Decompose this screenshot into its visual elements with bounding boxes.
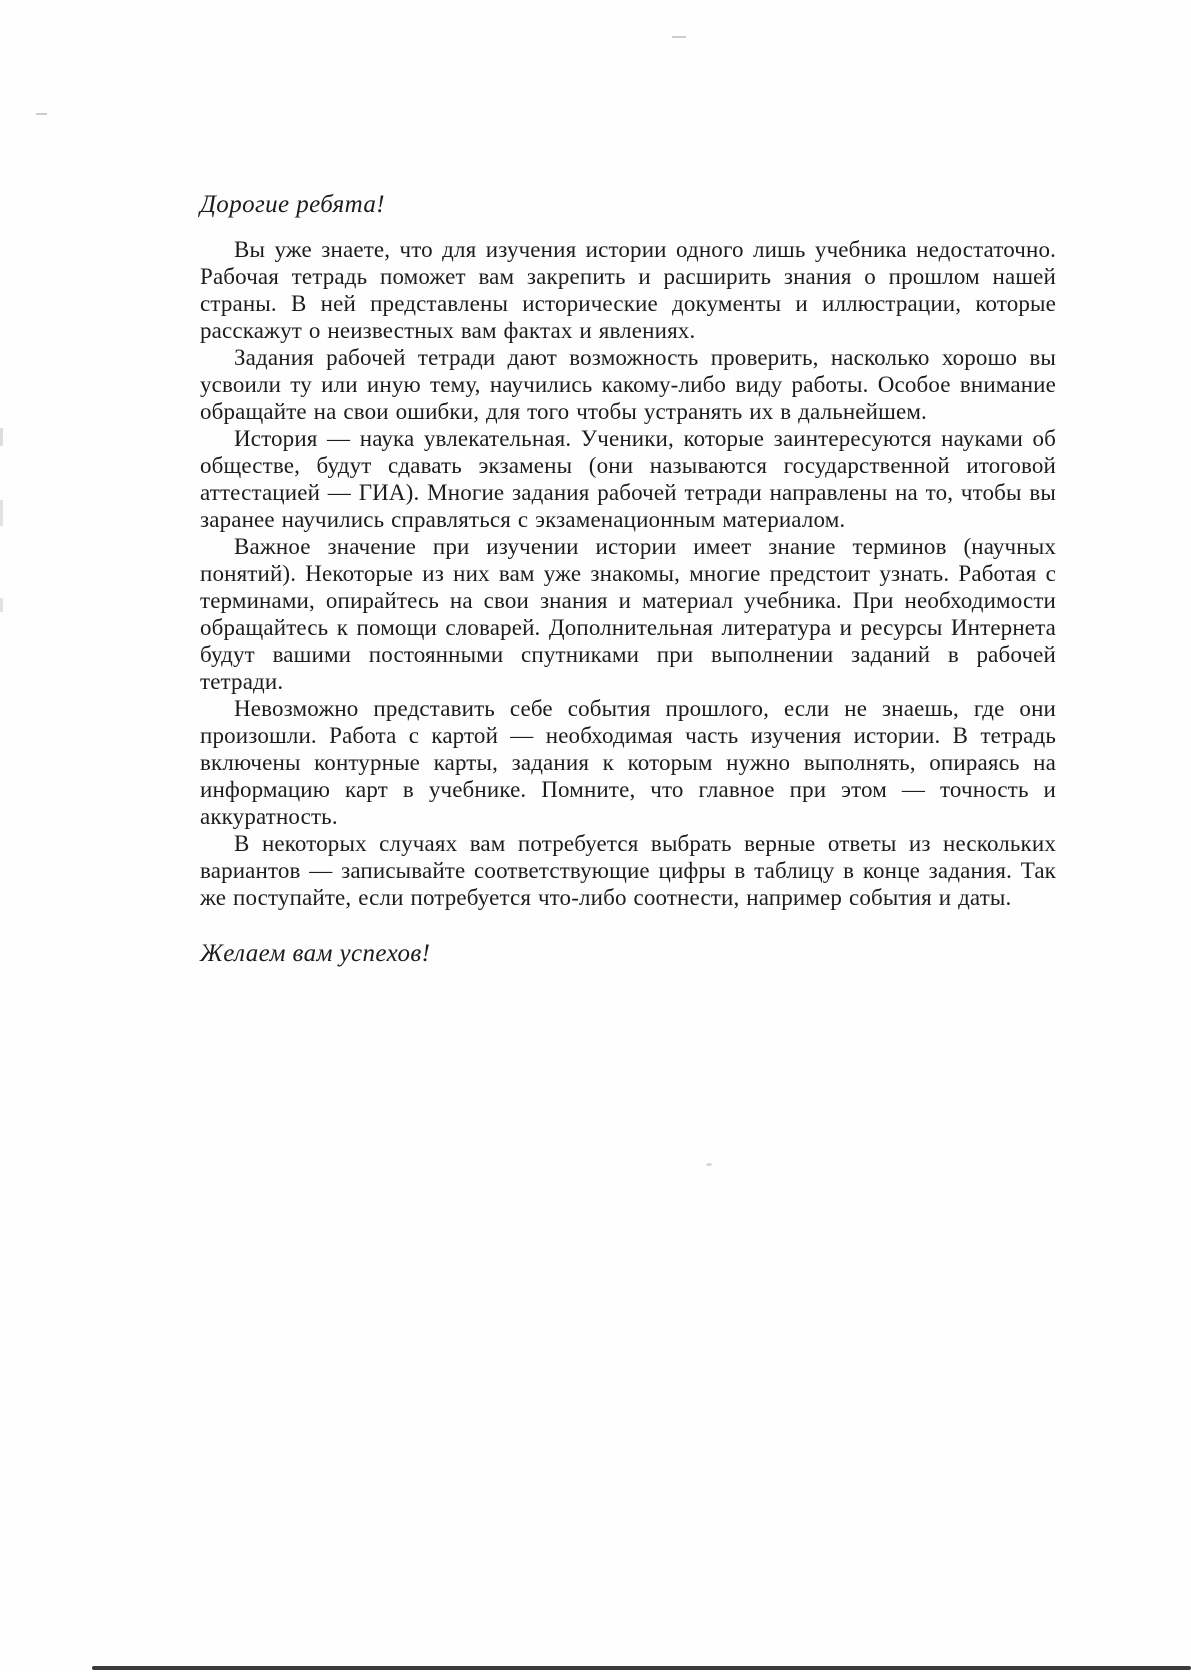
scan-bottom-edge xyxy=(92,1666,1191,1670)
greeting-heading: Дорогие ребята! xyxy=(200,191,386,218)
closing-line: Желаем вам успехов! xyxy=(200,940,431,967)
paragraph: Важное значение при изучении истории имеет знание терминов (научных понятий). Некоторые из них вам уже знакомы, многие предстоит узнать. Работая с терминами, опирайтесь на свои знания и материал учебника. При необходимости обращайтесь к помощи словарей. Дополнительная литература и ресурсы Интернета будут вашими постоянными спутниками при выполнении заданий в рабочей тетради. xyxy=(200,534,1056,694)
paragraph: В некоторых случаях вам потребуется выбрать верные ответы из нескольких вариантов — записывайте соответствующие цифры в таблицу в конце задания. Так же поступайте, если потребуется что-либо соотнести, например события и даты. xyxy=(200,831,1056,910)
scan-artifact xyxy=(0,500,3,526)
scan-artifact xyxy=(0,428,3,446)
scan-artifact xyxy=(36,113,47,115)
paragraph: История — наука увлекательная. Ученики, которые заинтересуются науками об обществе, будут сдавать экзамены (они называются государственной итоговой аттестацией — ГИА). Многие задания рабочей тетради направлены на то, чтобы вы заранее научились справляться с экзаменационным материалом. xyxy=(200,426,1056,532)
paragraph: Вы уже знаете, что для изучения истории одного лишь учебника недостаточно. Рабочая тетрадь поможет вам закрепить и расширить знания о прошлом нашей страны. В ней представлены исторические документы и иллюстрации, которые расскажут о неизвестных вам фактах и явлениях. xyxy=(200,237,1056,343)
scan-artifact xyxy=(706,1163,712,1166)
paragraph: Задания рабочей тетради дают возможность проверить, насколько хорошо вы усвоили ту или иную тему, научились какому-либо виду работы. Особое внимание обращайте на свои ошибки, для того чтобы устранять их в дальнейшем. xyxy=(200,345,1056,424)
scan-artifact xyxy=(672,36,686,38)
text-block xyxy=(200,190,1056,969)
paragraph: Невозможно представить себе события прошлого, если не знаешь, где они произошли. Работа с картой — необходимая часть изучения истории. В тетрадь включены контурные карты, задания к которым нужно выполнять, опираясь на информацию карт в учебнике. Помните, что главное при этом — точность и аккуратность. xyxy=(200,696,1056,829)
scan-artifact xyxy=(0,598,3,612)
